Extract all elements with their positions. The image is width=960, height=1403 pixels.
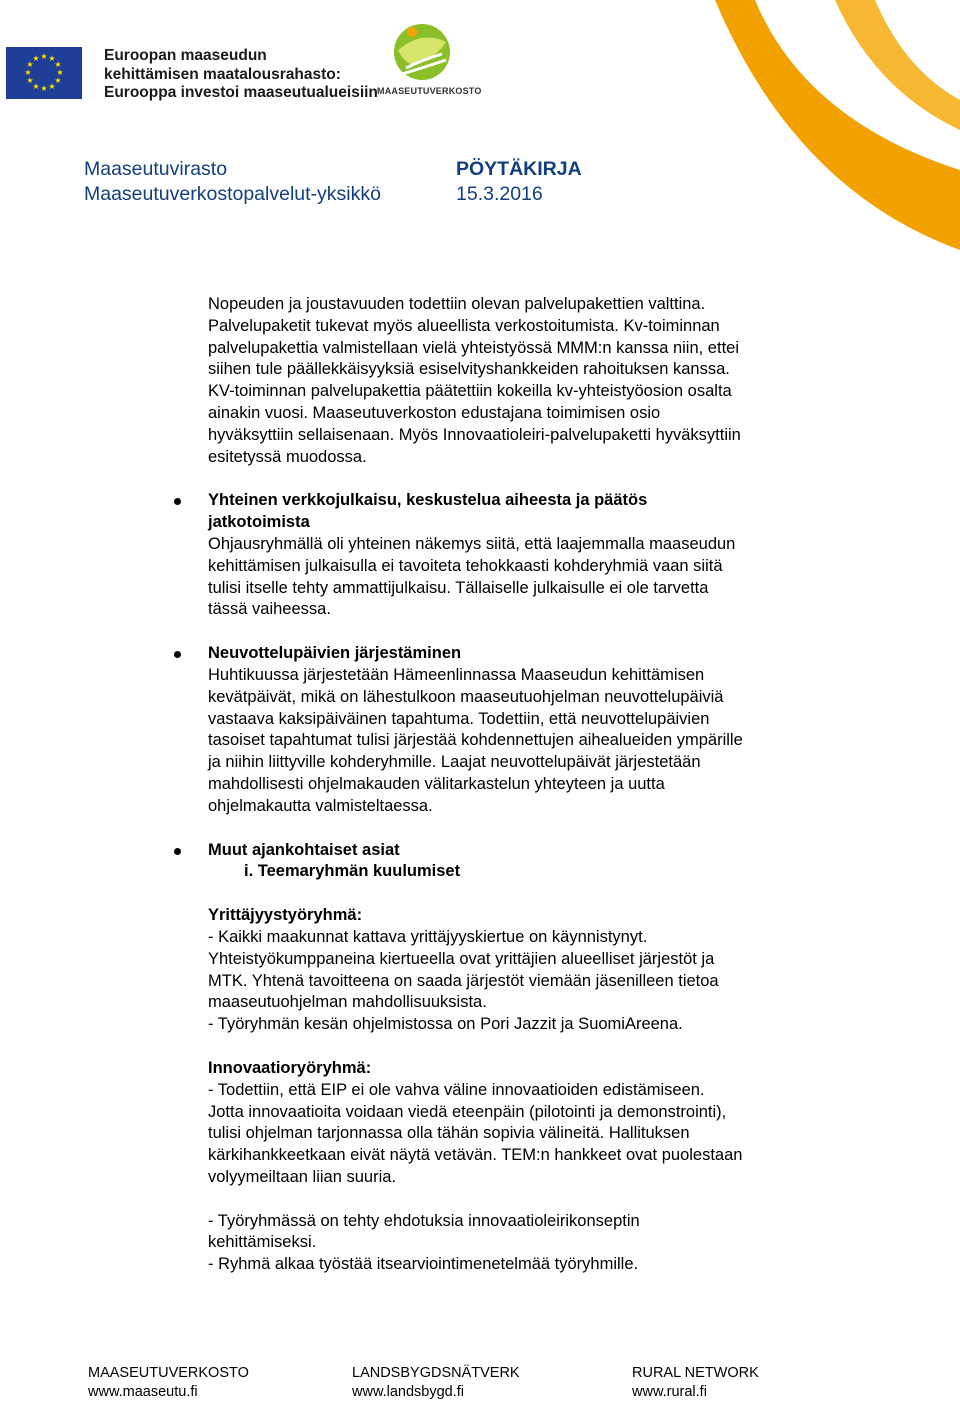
group-title: Yrittäjyystyöryhmä: bbox=[208, 906, 363, 925]
item-subtitle: i. Teemaryhmän kuulumiset bbox=[244, 862, 461, 881]
text-line: ja niihin liittyville kohderyhmille. Laajat neuvottelupäivät järjestetään bbox=[208, 753, 701, 772]
text-line: ainakin vuosi. Maaseutuverkoston edustajana toimimisen osio bbox=[208, 403, 661, 422]
text-line: Jotta innovaatioita voidaan viedä eteenpäin (pilotointi ja demonstrointi), bbox=[208, 1102, 727, 1121]
text-line: kehittämisen julkaisulla ei tavoiteta tehokkaasti kohderyhmiä vaan siitä bbox=[208, 556, 723, 575]
footer-url[interactable]: www.rural.fi bbox=[632, 1384, 707, 1400]
footer-column-fi bbox=[88, 1364, 249, 1402]
agenda-item-current-matters bbox=[208, 840, 848, 884]
svg-text:★: ★ bbox=[32, 82, 40, 91]
text-line: mahdollisesti ohjelmakauden välitarkastelun yhteyteen ja uutta bbox=[208, 774, 665, 793]
orange-swoosh-icon bbox=[715, 0, 960, 250]
eu-org-line: Euroopan maaseudun bbox=[104, 47, 267, 64]
document-body bbox=[208, 294, 848, 1276]
text-line: esitetyssä muodossa. bbox=[208, 447, 367, 466]
text-line: KV-toiminnan palvelupakettia päätettiin kokeilla kv-yhteistyöosion osalta bbox=[208, 382, 732, 401]
text-line: kehittämiseksi. bbox=[208, 1233, 317, 1252]
text-line: ohjelmakautta valmisteltaessa. bbox=[208, 796, 433, 815]
text-line: tulisi ohjelman tarjonnassa olla tähän sopivia välineitä. Hallituksen bbox=[208, 1124, 690, 1143]
text-line: tasoiset tapahtumat tulisi järjestää kohdennettujen aihealueiden ympärille bbox=[208, 731, 743, 750]
text-line: Huhtikuussa järjestetään Hämeenlinnassa Maaseudun kehittämisen bbox=[208, 665, 705, 684]
item-title: Yhteinen verkkojulkaisu, keskustelua aiheesta ja päätös bbox=[208, 491, 648, 510]
text-line: palvelupakettia valmistellaan vielä yhteistyössä MMM:n kanssa niin, ettei bbox=[208, 338, 739, 357]
text-line: vastaava kaksipäiväinen tapahtuma. Todettiin, että neuvottelupäivien bbox=[208, 709, 710, 728]
text-line: - Työryhmässä on tehty ehdotuksia innovaatioleirikonseptin bbox=[208, 1211, 640, 1230]
header-left bbox=[84, 157, 381, 207]
footer-column-sv bbox=[352, 1364, 520, 1402]
intro-paragraph bbox=[208, 294, 848, 468]
eu-org-line: kehittämisen maatalousrahasto: bbox=[104, 65, 341, 83]
svg-text:★: ★ bbox=[32, 54, 40, 63]
text-line: volyymeiltaan liian suuria. bbox=[208, 1167, 397, 1186]
text-line: MTK. Yhtenä tavoitteena on saada järjestöt viemään jäsenilleen tietoa bbox=[208, 971, 719, 990]
text-line: hyväksyttiin sellaisenaan. Myös Innovaatioleiri-palvelupaketti hyväksyttiin bbox=[208, 425, 741, 444]
document-type: PÖYTÄKIRJA bbox=[456, 158, 582, 180]
text-line: - Todettiin, että EIP ei ole vahva väline innovaatioiden edistämiseen. bbox=[208, 1080, 705, 1099]
svg-text:★: ★ bbox=[54, 76, 62, 85]
text-line: Ohjausryhmällä oli yhteinen näkemys siitä, että laajemmalla maaseudun bbox=[208, 534, 736, 553]
text-line: tulisi itselle tehty ammattijulkaisu. Tällaiselle julkaisulle ei ole tarvetta bbox=[208, 578, 709, 597]
footer-network-name: LANDSBYGDSNÄTVERK bbox=[352, 1365, 520, 1381]
footer-column-en bbox=[632, 1364, 759, 1402]
text-line: kevätpäivät, mikä on lähestulkoon maaseutuohjelman neuvottelupäiviä bbox=[208, 687, 724, 706]
svg-text:★: ★ bbox=[48, 54, 56, 63]
innovation-group bbox=[208, 1058, 848, 1276]
agenda-item-negotiation-days bbox=[208, 643, 848, 817]
footer-url[interactable]: www.landsbygd.fi bbox=[352, 1384, 465, 1400]
network-logo-text: MAASEUTUVERKOSTO bbox=[377, 86, 482, 96]
agenda-item-web-publication bbox=[208, 490, 848, 621]
eu-flag-icon bbox=[6, 47, 82, 99]
svg-text:★: ★ bbox=[40, 52, 48, 61]
svg-text:★: ★ bbox=[48, 82, 56, 91]
bullet-icon bbox=[174, 848, 181, 855]
group-title: Innovaatioryöryhmä: bbox=[208, 1058, 372, 1077]
svg-text:★: ★ bbox=[40, 84, 48, 93]
bullet-icon bbox=[174, 498, 181, 505]
footer-network-name: RURAL NETWORK bbox=[632, 1365, 759, 1381]
document-date: 15.3.2016 bbox=[456, 183, 543, 205]
header-right bbox=[456, 157, 582, 207]
svg-text:★: ★ bbox=[26, 76, 34, 85]
svg-text:★: ★ bbox=[56, 68, 64, 77]
item-title: Muut ajankohtaiset asiat bbox=[208, 840, 400, 859]
eu-fund-name bbox=[104, 47, 378, 103]
text-line: kärkihankkeetkaan eivät näytä vetävän. TEM:n hankkeet ovat puolestaan bbox=[208, 1146, 743, 1165]
text-line: Yhteistyökumppaneina kiertueella ovat yrittäjien alueelliset järjestöt ja bbox=[208, 949, 715, 968]
eu-org-line: Eurooppa investoi maaseutualueisiin bbox=[104, 84, 378, 101]
text-line: siihen tule päällekkäisyyksiä esiselvityshankkeiden rahoituksen kanssa. bbox=[208, 360, 730, 379]
text-line: - Kaikki maakunnat kattava yrittäjyyskiertue on käynnistynyt. bbox=[208, 927, 648, 946]
text-line: - Työryhmän kesän ohjelmistossa on Pori Jazzit ja SuomiAreena. bbox=[208, 1015, 683, 1034]
agency-name: Maaseutuvirasto bbox=[84, 158, 228, 180]
text-line: - Ryhmä alkaa työstää itsearviointimenetelmää työryhmille. bbox=[208, 1255, 639, 1274]
text-line: maaseutuohjelman mahdollisuuksista. bbox=[208, 993, 487, 1012]
footer-network-name: MAASEUTUVERKOSTO bbox=[88, 1365, 249, 1381]
svg-text:★: ★ bbox=[24, 68, 32, 77]
text-line: Nopeuden ja joustavuuden todettiin olevan palvelupakettien valttina. bbox=[208, 295, 706, 313]
entrepreneurship-group bbox=[208, 905, 848, 1036]
footer-url[interactable]: www.maaseutu.fi bbox=[88, 1384, 198, 1400]
item-title: Neuvottelupäivien järjestäminen bbox=[208, 644, 462, 663]
svg-text:★: ★ bbox=[26, 60, 34, 69]
unit-name: Maaseutuverkostopalvelut-yksikkö bbox=[84, 183, 381, 205]
svg-text:★: ★ bbox=[54, 60, 62, 69]
bullet-icon bbox=[174, 651, 181, 658]
text-line: tässä vaiheessa. bbox=[208, 600, 331, 619]
item-title: jatkotoimista bbox=[208, 513, 310, 532]
text-line: Palvelupaketit tukevat myös alueellista verkostoitumista. Kv-toiminnan bbox=[208, 316, 720, 335]
